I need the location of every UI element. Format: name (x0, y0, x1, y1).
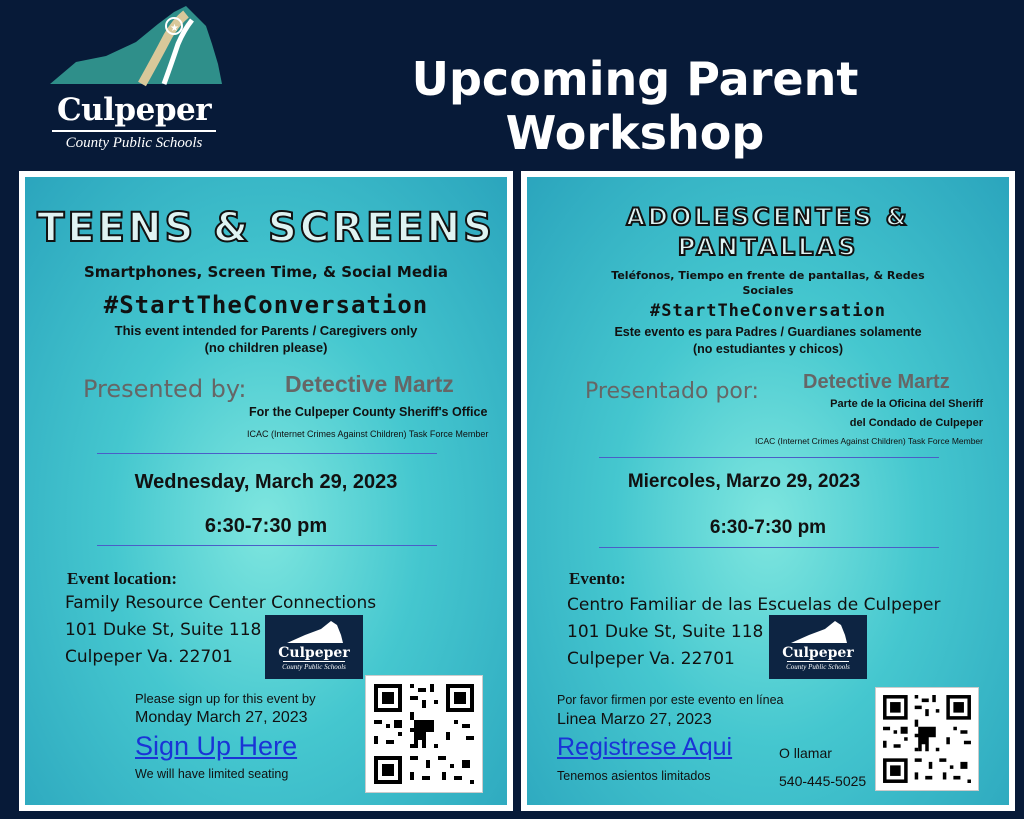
sheriff-office-line-2: del Condado de Culpeper (849, 417, 983, 429)
venue-name: Family Resource Center Connections (65, 593, 377, 613)
location-label: Evento: (569, 569, 626, 588)
svg-text:★: ★ (170, 23, 179, 34)
icac-note: ICAC (Internet Crimes Against Children) Task Force Member (247, 429, 489, 439)
qr-code-icon (366, 676, 482, 792)
register-link[interactable]: Registrese Aqui (557, 733, 733, 761)
audience-line-2: (no estudiantes y chicos) (692, 342, 844, 356)
address-line-1: 101 Duke St, Suite 118 (567, 622, 764, 642)
presenter-name: Detective Martz (285, 371, 454, 397)
address-line-1: 101 Duke St, Suite 118 (65, 620, 262, 640)
phone-number[interactable]: 540-445-5025 (779, 773, 867, 789)
divider-bottom (97, 545, 437, 546)
icac-note: ICAC (Internet Crimes Against Children) Task Force Member (754, 436, 983, 446)
signup-deadline: Monday March 27, 2023 (135, 709, 308, 726)
event-date: Miercoles, Marzo 29, 2023 (627, 471, 861, 492)
divider-top (599, 457, 939, 458)
call-label: O llamar (779, 745, 832, 761)
qr-code[interactable] (365, 675, 483, 793)
location-label: Event location: (67, 569, 178, 588)
flyer-subtitle: Smartphones, Screen Time, & Social Media (83, 263, 448, 281)
flyer-title-line-1: ADOLESCENTES & (626, 203, 910, 231)
sheriff-office: For the Culpeper County Sheriff's Office (249, 405, 488, 419)
mini-logo (769, 615, 867, 679)
logo-divider (52, 130, 216, 132)
divider-bottom (599, 547, 939, 548)
presented-label: Presented by: (83, 375, 247, 403)
flyer-english (19, 171, 513, 811)
hashtag: #StartTheConversation (650, 301, 886, 321)
mini-logo-subtitle: County Public Schools (786, 663, 850, 671)
signup-deadline: Linea Marzo 27, 2023 (557, 711, 712, 728)
logo-subtitle: County Public Schools (65, 135, 203, 151)
flyer-subtitle-line-2: Sociales (742, 284, 794, 297)
presenter-name: Detective Martz (803, 371, 950, 393)
divider-top (97, 453, 437, 454)
virginia-state-icon (265, 615, 363, 647)
mini-logo-name: Culpeper (782, 645, 854, 661)
mini-logo-divider (283, 661, 345, 662)
sheriff-office-line-1: Parte de la Oficina del Sheriff (830, 398, 983, 410)
page-headline: Upcoming Parent Workshop (411, 52, 859, 160)
logo-name: Culpeper (56, 92, 212, 128)
qr-code-icon (876, 688, 978, 790)
flyer-subtitle-line-1: Teléfonos, Tiempo en frente de pantallas, & Redes (611, 269, 925, 282)
seating-note: Tenemos asientos limitados (557, 769, 711, 783)
virginia-state-icon (769, 615, 867, 647)
audience-line-1: This event intended for Parents / Caregivers only (114, 323, 418, 338)
signup-note: Por favor firmen por este evento en línea (557, 693, 784, 707)
mini-logo-name: Culpeper (278, 645, 350, 661)
seating-note: We will have limited seating (135, 767, 289, 781)
address-line-2: Culpeper Va. 22701 (567, 649, 735, 669)
flyer-title-line-2: PANTALLAS (677, 233, 859, 261)
qr-code[interactable] (875, 687, 979, 791)
mini-logo-subtitle: County Public Schools (282, 663, 346, 671)
event-time: 6:30-7:30 pm (204, 515, 328, 537)
flyer-title: TEENS & SCREENS (37, 205, 495, 251)
signup-note: Please sign up for this event by (135, 691, 316, 706)
hashtag: #StartTheConversation (103, 291, 429, 319)
event-date: Wednesday, March 29, 2023 (134, 471, 398, 493)
culpeper-logo (46, 4, 222, 154)
address-line-2: Culpeper Va. 22701 (65, 647, 233, 667)
event-time: 6:30-7:30 pm (709, 517, 827, 538)
sign-up-link[interactable]: Sign Up Here (135, 731, 298, 761)
flyer-spanish (521, 171, 1015, 811)
mini-logo-divider (787, 661, 849, 662)
virginia-state-icon (46, 4, 222, 94)
mini-logo (265, 615, 363, 679)
presented-label: Presentado por: (585, 379, 759, 404)
audience-line-2: (no children please) (204, 340, 328, 355)
venue-name: Centro Familiar de las Escuelas de Culpeper (567, 595, 941, 615)
audience-line-1: Este evento es para Padres / Guardianes solamente (614, 325, 922, 339)
